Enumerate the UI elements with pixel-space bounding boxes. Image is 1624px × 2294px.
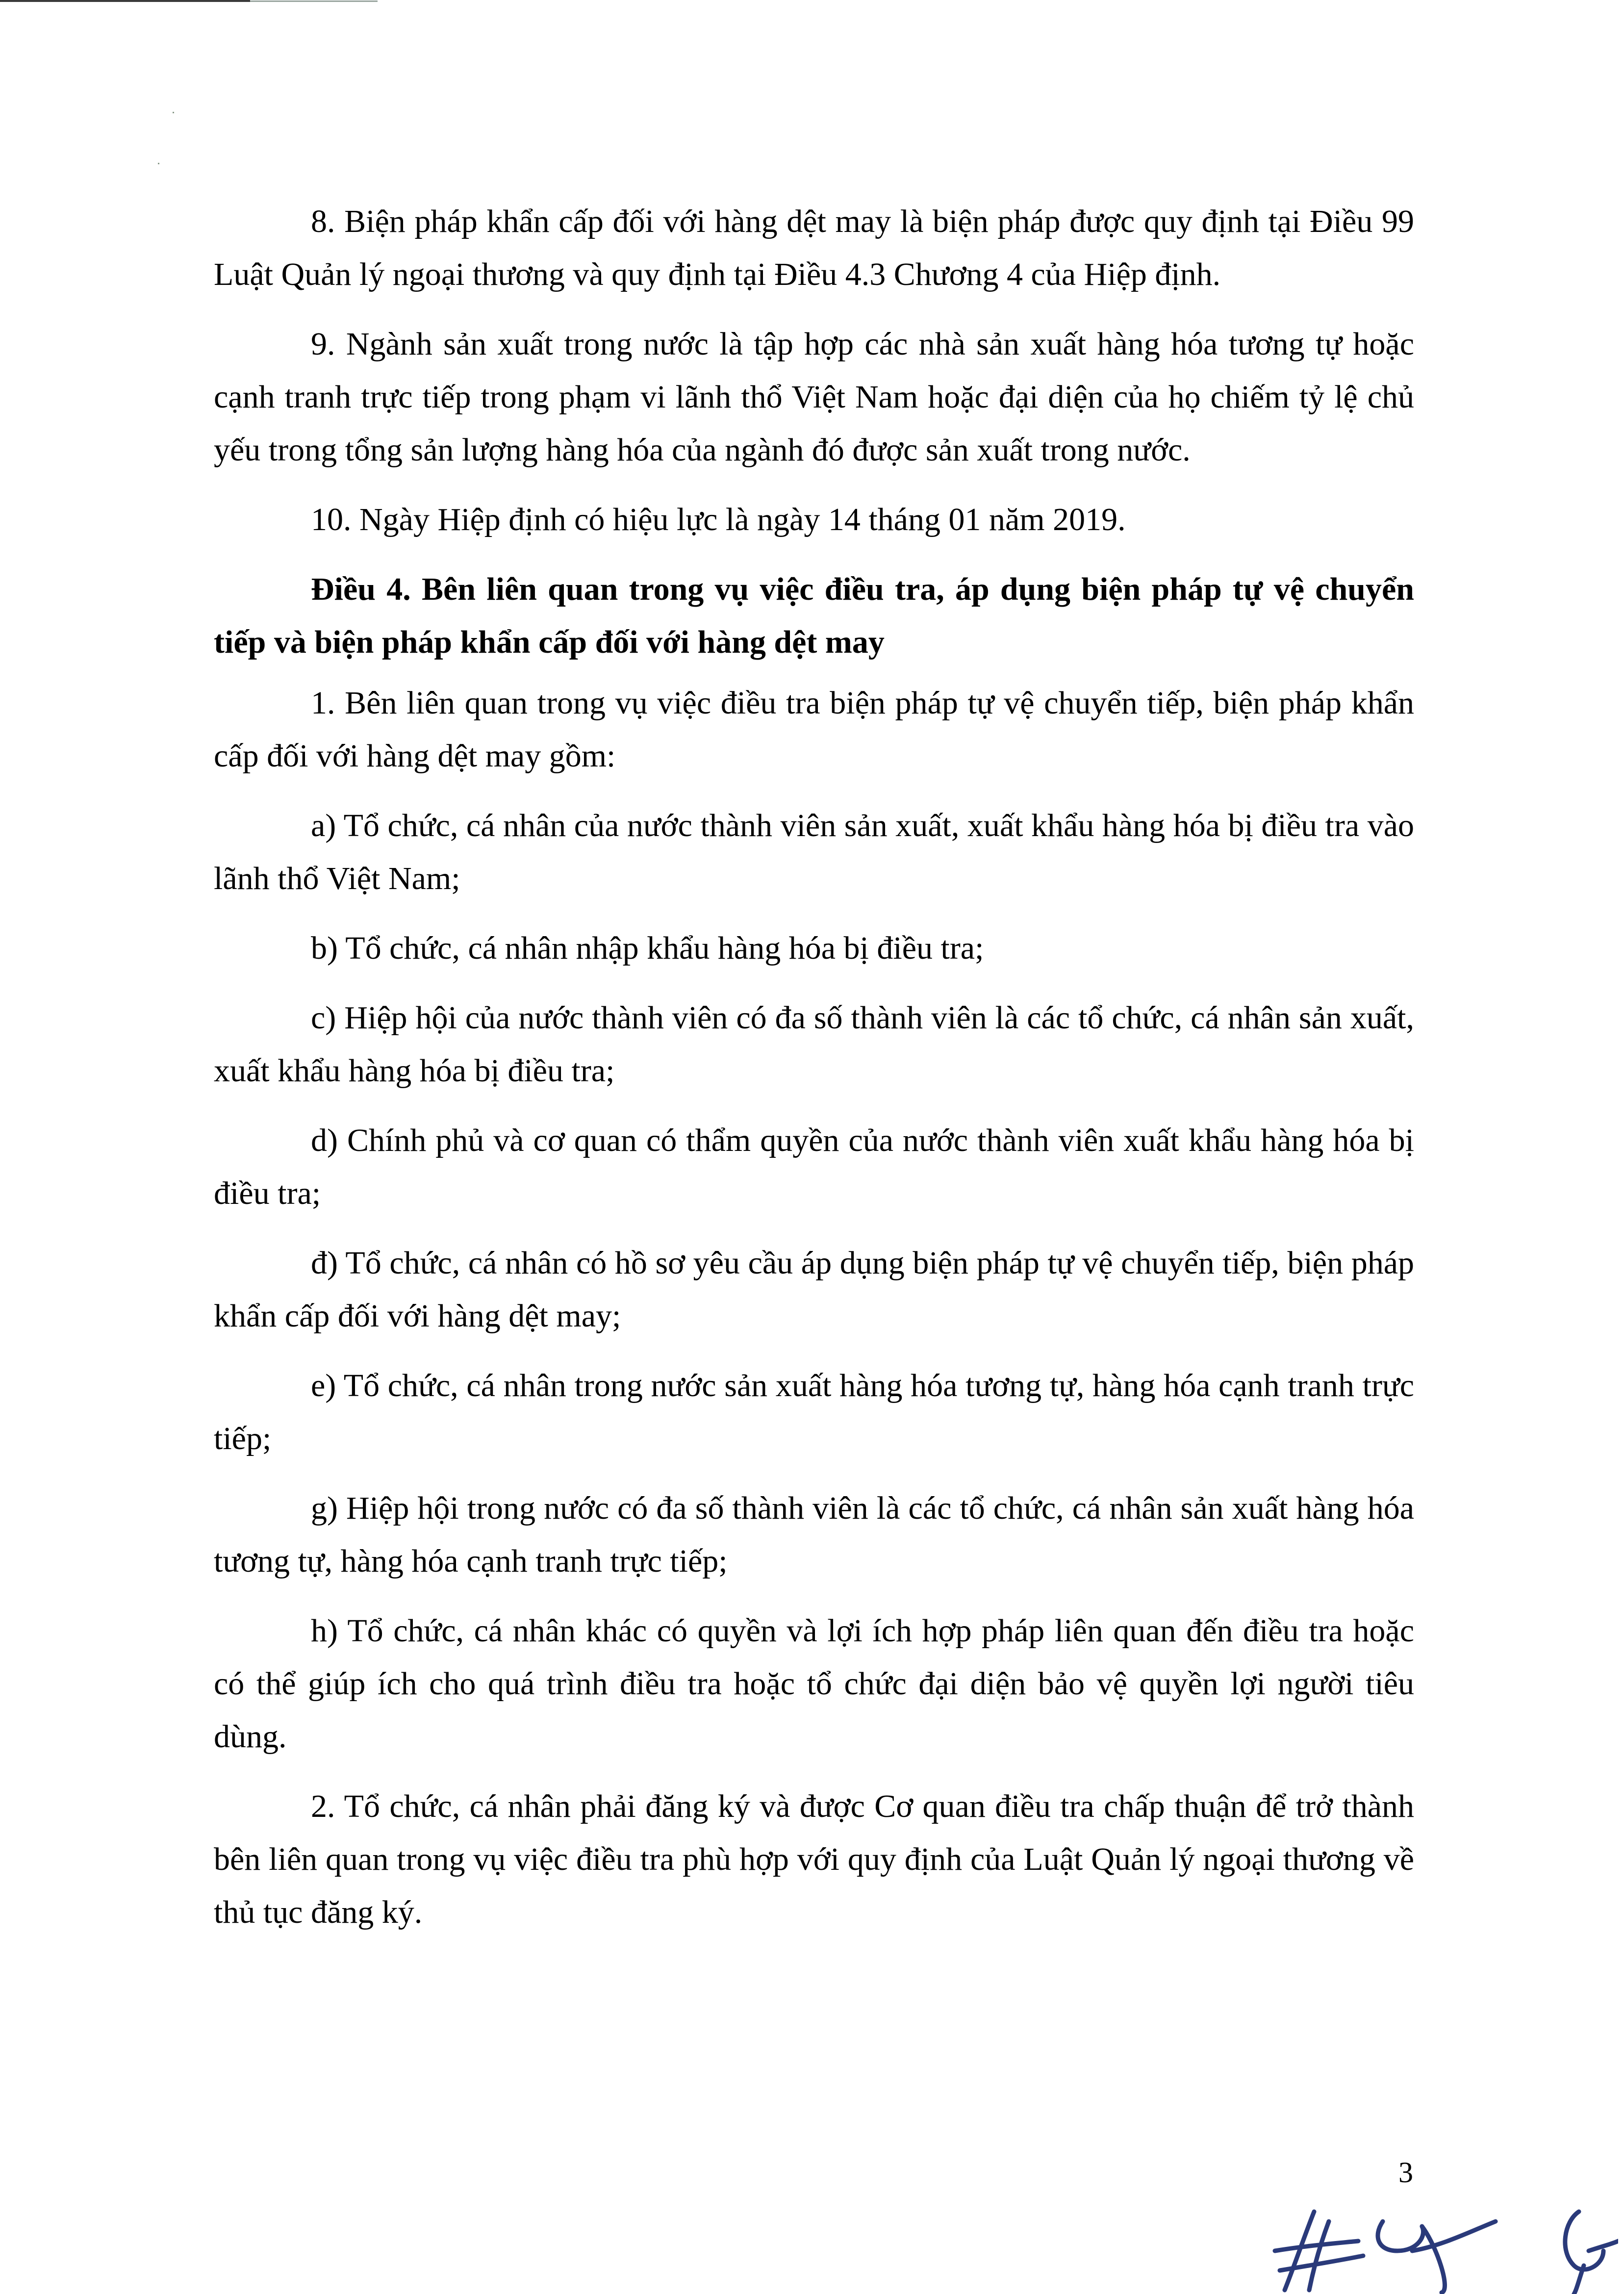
article-4-clause-1: 1. Bên liên quan trong vụ việc điều tra biện pháp tự vệ chuyển tiếp, biện pháp khẩn cấp đối với hàng dệt may gồm: <box>214 685 1414 774</box>
article-4-heading: Điều 4. Bên liên quan trong vụ việc điều tra, áp dụng biện pháp tự vệ chuyển tiếp và biện pháp khẩn cấp đối với hàng dệt may <box>214 571 1414 660</box>
page-number: 3 <box>1398 2156 1413 2189</box>
article-4-item-g: g) Hiệp hội trong nước có đa số thành viên là các tổ chức, cá nhân sản xuất hàng hóa tương tự, hàng hóa cạnh tranh trực tiếp; <box>214 1490 1414 1579</box>
article-4-item-d: d) Chính phủ và cơ quan có thẩm quyền của nước thành viên xuất khẩu hàng hóa bị điều tra; <box>214 1122 1414 1211</box>
clause-10: 10. Ngày Hiệp định có hiệu lực là ngày 14 tháng 01 năm 2019. <box>311 502 1126 537</box>
scan-top-rule <box>0 0 250 2</box>
scan-top-rule-faint <box>250 0 378 2</box>
clause-9: 9. Ngành sản xuất trong nước là tập hợp các nhà sản xuất hàng hóa tương tự hoặc cạnh tranh trực tiếp trong phạm vi lãnh thổ Việt Nam hoặc đại diện của họ chiếm tỷ lệ chủ yếu trong tổng sản lượng hàng hóa của ngành đó được sản xuất trong nước. <box>214 326 1414 468</box>
article-4-item-e: e) Tổ chức, cá nhân trong nước sản xuất hàng hóa tương tự, hàng hóa cạnh tranh trực tiếp; <box>214 1368 1414 1456</box>
scan-speck <box>158 163 159 164</box>
article-4-item-a: a) Tổ chức, cá nhân của nước thành viên sản xuất, xuất khẩu hàng hóa bị điều tra vào lãnh thổ Việt Nam; <box>214 808 1414 896</box>
article-4-item-b: b) Tổ chức, cá nhân nhập khẩu hàng hóa bị điều tra; <box>311 930 984 966</box>
clause-8: 8. Biện pháp khẩn cấp đối với hàng dệt may là biện pháp được quy định tại Điều 99 Luật Quản lý ngoại thương và quy định tại Điều 4.3 Chương 4 của Hiệp định. <box>214 204 1414 292</box>
document-body <box>214 195 1414 1956</box>
scan-speck <box>173 112 174 113</box>
initials-signature-icon <box>1265 2192 1618 2294</box>
article-4-clause-2: 2. Tổ chức, cá nhân phải đăng ký và được Cơ quan điều tra chấp thuận để trở thành bên liên quan trong vụ việc điều tra phù hợp với quy định của Luật Quản lý ngoại thương về thủ tục đăng ký. <box>214 1788 1414 1930</box>
article-4-item-h: h) Tổ chức, cá nhân khác có quyền và lợi ích hợp pháp liên quan đến điều tra hoặc có thể giúp ích cho quá trình điều tra hoặc tổ chức đại diện bảo vệ quyền lợi người tiêu dùng. <box>214 1613 1414 1755</box>
article-4-item-dd: đ) Tổ chức, cá nhân có hồ sơ yêu cầu áp dụng biện pháp tự vệ chuyển tiếp, biện pháp khẩn cấp đối với hàng dệt may; <box>214 1245 1414 1334</box>
article-4-item-c: c) Hiệp hội của nước thành viên có đa số thành viên là các tổ chức, cá nhân sản xuất, xuất khẩu hàng hóa bị điều tra; <box>214 1000 1414 1089</box>
